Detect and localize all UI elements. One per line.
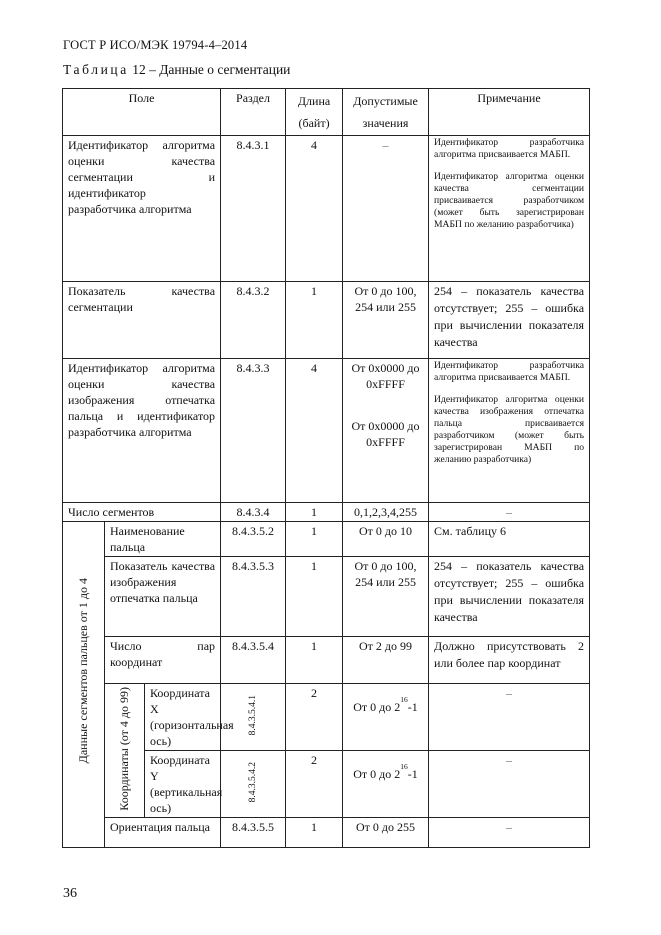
note-paragraph: Идентификатор алгоритма оценки качества изображения отпечатка пальца присваивается разработчиком (может быть зарегистрирован МАБП по желанию разработчика)	[434, 394, 585, 465]
cell-values	[343, 751, 429, 818]
cell-note: –	[429, 818, 590, 848]
value-range: От 0x0000 до 0xFFFF	[351, 361, 420, 391]
cell-values	[343, 684, 429, 751]
cell-length: 4	[286, 136, 343, 282]
cell-length: 2	[286, 751, 343, 818]
table-row	[63, 359, 590, 503]
coords-label-cell	[105, 684, 145, 818]
col-header-length	[286, 89, 343, 136]
cell-note	[429, 359, 590, 503]
value-base: От 0 до 2	[353, 767, 401, 781]
col-header-values-l2: значения	[362, 116, 409, 130]
value-exponent: 16	[400, 762, 408, 771]
note-paragraph: Идентификатор алгоритма оценки качества сегментации присваивается разработчиком (может быть зарегистрирован МАБП по желанию разработчика)	[434, 171, 585, 230]
group-label: Данные сегментов пальцев от 1 до 4	[76, 577, 90, 763]
cell-length: 1	[286, 637, 343, 684]
cell-section: 8.4.3.5.4	[221, 637, 286, 684]
cell-section: 8.4.3.5.2	[221, 522, 286, 557]
cell-field: Координата X (горизонтальная ось)	[145, 684, 221, 751]
cell-note: См. таблицу 6	[429, 522, 590, 557]
group-label-cell	[63, 522, 105, 848]
table-row	[63, 637, 590, 684]
table-row	[63, 684, 590, 751]
document-header: ГОСТ Р ИСО/МЭК 19794-4–2014	[63, 38, 248, 52]
cell-length: 2	[286, 684, 343, 751]
cell-field: Идентификатор алгоритма оценки качества изображения отпечатка пальца и идентификатор разработчика алгоритма	[63, 359, 221, 503]
table-row	[63, 136, 590, 282]
table-row	[63, 522, 590, 557]
cell-field: Наименование пальца	[105, 522, 221, 557]
col-header-length-l1: Длина	[297, 94, 331, 108]
cell-section	[221, 684, 286, 751]
col-header-section: Раздел	[221, 89, 286, 136]
cell-field: Координата Y (вертикальная ось)	[145, 751, 221, 818]
table-row	[63, 503, 590, 522]
col-header-note: Примечание	[429, 89, 590, 136]
cell-values: –	[343, 136, 429, 282]
cell-values: От 0 до 100, 254 или 255	[343, 557, 429, 637]
cell-section: 8.4.3.1	[221, 136, 286, 282]
cell-note: 254 – показатель качества отсутствует; 255 – ошибка при вычислении показателя качества	[429, 282, 590, 359]
cell-values: 0,1,2,3,4,255	[343, 503, 429, 522]
cell-note	[429, 136, 590, 282]
cell-section: 8.4.3.5.3	[221, 557, 286, 637]
cell-section	[221, 751, 286, 818]
cell-note: –	[429, 684, 590, 751]
cell-values	[343, 359, 429, 503]
cell-field: Идентификатор алгоритма оценки качества сегментации и идентификатор разработчика алгоритма	[63, 136, 221, 282]
caption-number: 12	[132, 62, 146, 77]
note-paragraph: Идентификатор разработчика алгоритма присваивается МАБП.	[434, 137, 585, 160]
cell-values: От 0 до 10	[343, 522, 429, 557]
table-caption	[63, 62, 290, 78]
cell-note: –	[429, 751, 590, 818]
cell-values: От 0 до 100, 254 или 255	[343, 282, 429, 359]
value-range: От 0x0000 до 0xFFFF	[351, 419, 420, 449]
cell-field: Показатель качества изображения отпечатка пальца	[105, 557, 221, 637]
cell-length: 1	[286, 557, 343, 637]
cell-length: 1	[286, 522, 343, 557]
col-header-length-l2: (байт)	[298, 116, 330, 130]
section-number-vertical: 8.4.3.5.4.1	[248, 694, 259, 736]
value-base: От 0 до 2	[353, 700, 401, 714]
cell-length: 1	[286, 503, 343, 522]
cell-note: Должно присутствовать 2 или более пар координат	[429, 637, 590, 684]
table-row	[63, 557, 590, 637]
cell-section: 8.4.3.5.5	[221, 818, 286, 848]
col-header-field: Поле	[63, 89, 221, 136]
cell-length: 1	[286, 818, 343, 848]
cell-length: 1	[286, 282, 343, 359]
table-header-row	[63, 89, 590, 136]
cell-field: Число сегментов	[63, 503, 221, 522]
cell-field: Ориентация пальца	[105, 818, 221, 848]
cell-values: От 0 до 255	[343, 818, 429, 848]
value-tail: -1	[407, 700, 418, 714]
note-paragraph: Идентификатор разработчика алгоритма присваивается МАБП.	[434, 360, 585, 383]
segmentation-data-table	[62, 88, 590, 848]
col-header-values-l1: Допустимые	[353, 94, 418, 108]
table-row	[63, 282, 590, 359]
cell-section: 8.4.3.3	[221, 359, 286, 503]
table-row	[63, 818, 590, 848]
cell-section: 8.4.3.2	[221, 282, 286, 359]
caption-label: Таблица	[63, 62, 129, 77]
col-header-values	[343, 89, 429, 136]
cell-note: 254 – показатель качества отсутствует; 255 – ошибка при вычислении показателя качества	[429, 557, 590, 637]
value-exponent: 16	[400, 695, 408, 704]
section-number-vertical: 8.4.3.5.4.2	[248, 761, 259, 803]
cell-values: От 2 до 99	[343, 637, 429, 684]
page-number: 36	[63, 886, 77, 901]
cell-length: 4	[286, 359, 343, 503]
caption-title: – Данные о сегментации	[149, 62, 291, 77]
cell-field: Показатель качества сегментации	[63, 282, 221, 359]
cell-note: –	[429, 503, 590, 522]
coords-label: Координаты (от 4 до 99)	[117, 686, 131, 811]
cell-section: 8.4.3.4	[221, 503, 286, 522]
cell-field: Число пар координат	[105, 637, 221, 684]
value-tail: -1	[407, 767, 418, 781]
